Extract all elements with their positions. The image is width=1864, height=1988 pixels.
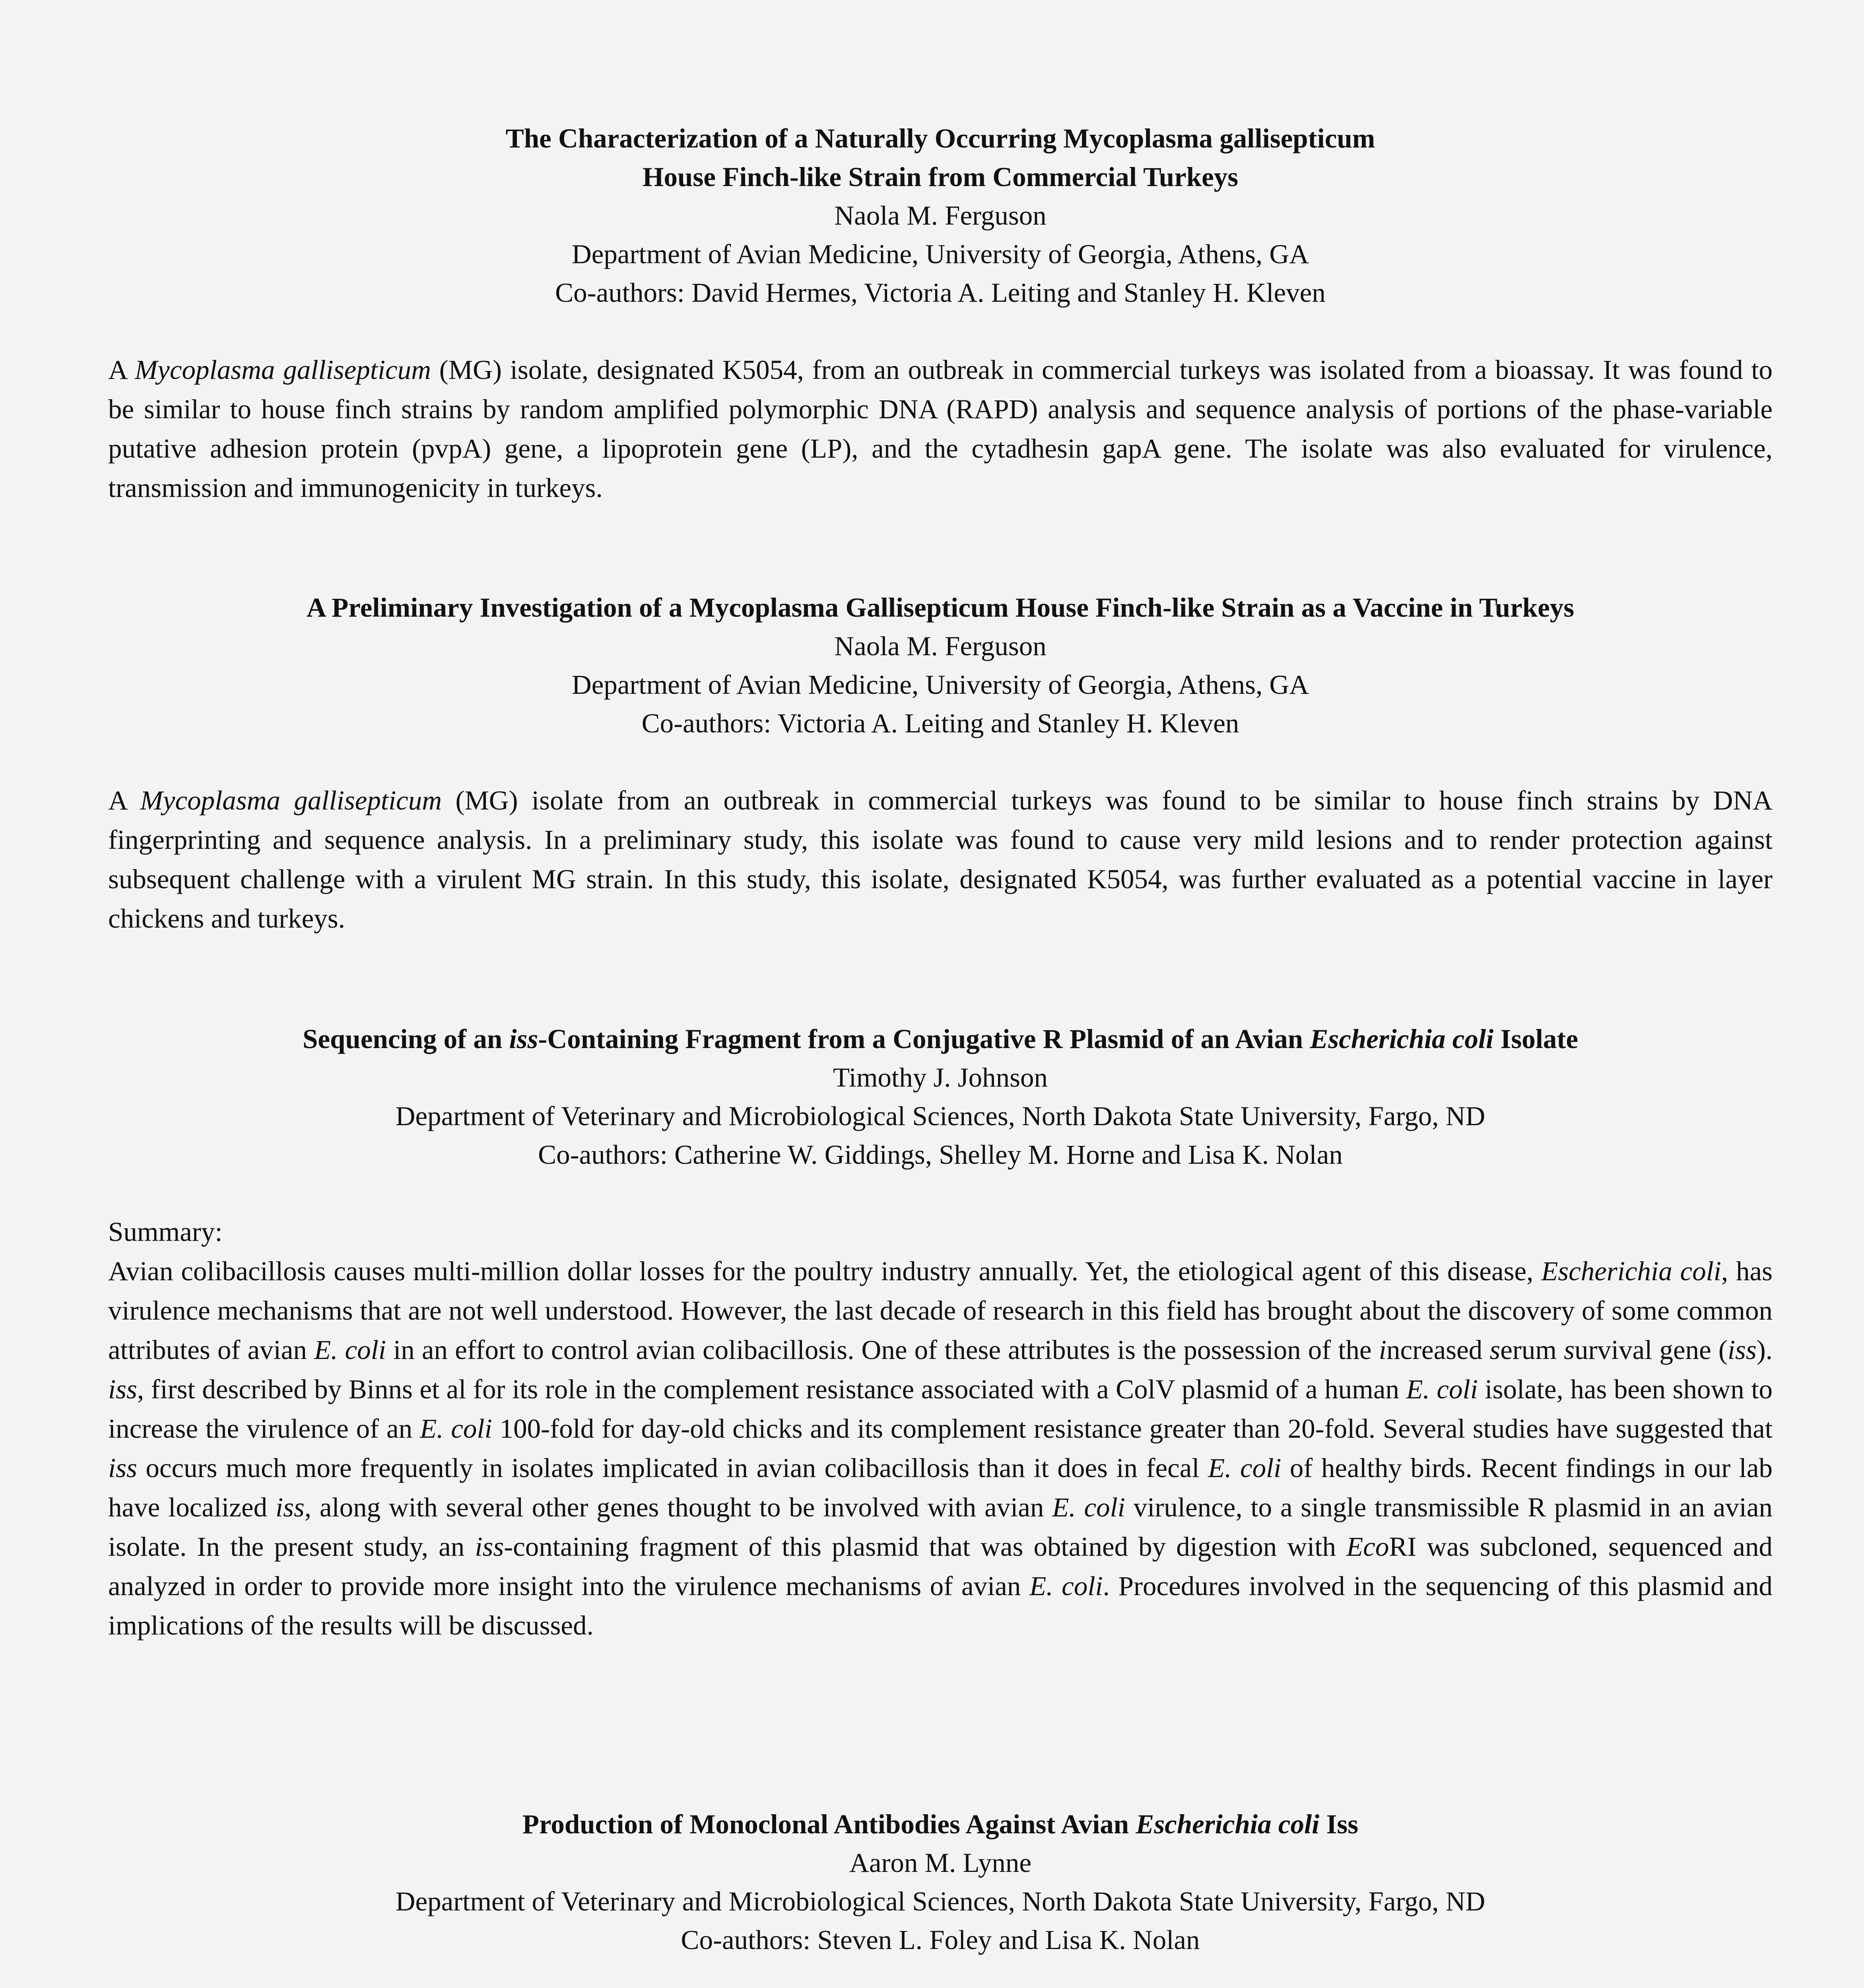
coauthors: Co-authors: David Hermes, Victoria A. Leiting and Stanley H. Kleven (555, 278, 1326, 308)
title-line: House Finch-like Strain from Commercial Turkeys (642, 162, 1239, 192)
abstract-title: Sequencing of an iss-Containing Fragment from a Conjugative R Plasmid of an Avian Escherichia coli Isolate (302, 1024, 1579, 1054)
spacer (108, 1959, 1773, 1988)
author-name: Aaron M. Lynne (849, 1848, 1031, 1878)
author-name: Timothy J. Johnson (833, 1062, 1048, 1093)
coauthors: Co-authors: Steven L. Foley and Lisa K. Nolan (681, 1925, 1200, 1955)
coauthors: Co-authors: Victoria A. Leiting and Stanley H. Kleven (641, 708, 1239, 738)
affiliation: Department of Avian Medicine, University of Georgia, Athens, GA (571, 239, 1309, 269)
abstract-2 (108, 588, 1773, 938)
abstract-1 (108, 119, 1773, 508)
abstract-4 (108, 1805, 1773, 1988)
abstract-title (108, 119, 1773, 196)
author-name: Naola M. Ferguson (834, 200, 1047, 231)
spacer (108, 1174, 1773, 1212)
abstract-title: Production of Monoclonal Antibodies Against Avian Escherichia coli Iss (522, 1809, 1359, 1839)
abstract-body: Avian colibacillosis causes multi-million dollar losses for the poultry industry annually. Yet, the etiological agent of this disease, Escherichia coli, has virulence mechanisms that are not well understood. However, the last decade of research in this field has brought about the discovery of some common attributes of avian E. coli in an effort to control avian colibacillosis. One of these attributes is the possession of the increased serum survival gene (iss). iss, first described by Binns et al for its role in the complement resistance associated with a ColV plasmid of a human E. coli isolate, has been shown to increase the virulence of an E. coli 100-fold for day-old chicks and its complement resistance greater than 20-fold. Several studies have suggested that iss occurs much more frequently in isolates implicated in avian colibacillosis than it does in fecal E. coli of healthy birds. Recent findings in our lab have localized iss, along with several other genes thought to be involved with avian E. coli virulence, to a single transmissible R plasmid in an avian isolate. In the present study, an iss-containing fragment of this plasmid that was obtained by digestion with EcoRI was subcloned, sequenced and analyzed in order to provide more insight into the virulence mechanisms of avian E. coli. Procedures involved in the sequencing of this plasmid and implications of the results will be discussed. (108, 1256, 1773, 1640)
abstract-body: A Mycoplasma gallisepticum (MG) isolate, designated K5054, from an outbreak in commercial turkeys was isolated from a bioassay. It was found to be similar to house finch strains by random amplified polymorphic DNA (RAPD) analysis and sequence analysis of portions of the phase-variable putative adhesion protein (pvpA) gene, a lipoprotein gene (LP), and the cytadhesin gapA gene. The isolate was also evaluated for virulence, transmission and immunogenicity in turkeys. (108, 355, 1773, 503)
affiliation: Department of Veterinary and Microbiological Sciences, North Dakota State University, Fargo, ND (395, 1886, 1485, 1916)
affiliation: Department of Avian Medicine, University of Georgia, Athens, GA (571, 670, 1309, 700)
affiliation: Department of Veterinary and Microbiological Sciences, North Dakota State University, Fargo, ND (395, 1101, 1485, 1131)
spacer (108, 743, 1773, 781)
spacer (108, 312, 1773, 350)
abstract-3 (108, 1020, 1773, 1645)
abstract-title: A Preliminary Investigation of a Mycoplasma Gallisepticum House Finch-like Strain as a Vaccine in Turkeys (306, 592, 1575, 623)
author-name: Naola M. Ferguson (834, 631, 1047, 661)
coauthors: Co-authors: Catherine W. Giddings, Shelley M. Horne and Lisa K. Nolan (538, 1140, 1343, 1170)
abstract-body: A Mycoplasma gallisepticum (MG) isolate from an outbreak in commercial turkeys was found to be similar to house finch strains by DNA fingerprinting and sequence analysis. In a preliminary study, this isolate was found to cause very mild lesions and to render protection against subsequent challenge with a virulent MG strain. In this study, this isolate, designated K5054, was further evaluated as a potential vaccine in layer chickens and turkeys. (108, 785, 1773, 934)
title-line: The Characterization of a Naturally Occurring Mycoplasma gallisepticum (505, 123, 1375, 153)
summary-label: Summary: (108, 1217, 223, 1247)
